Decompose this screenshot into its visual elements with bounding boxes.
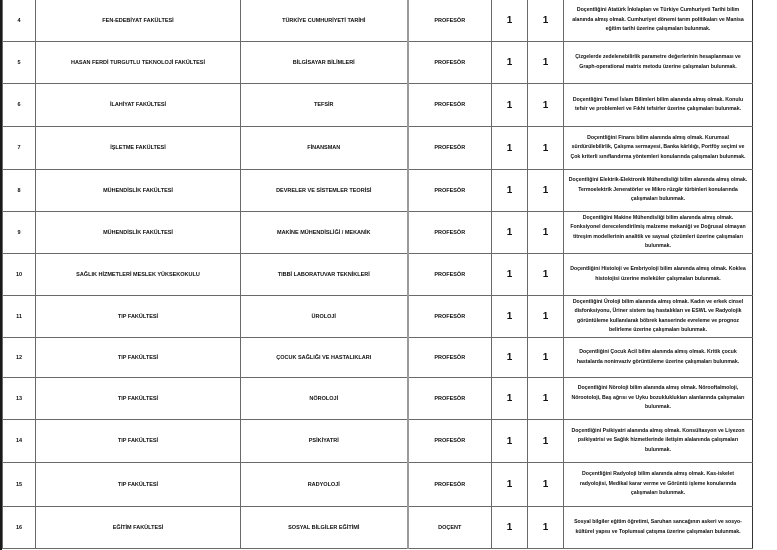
academic-title-cell: PROFESÖR: [408, 42, 492, 84]
academic-title-cell: PROFESÖR: [408, 463, 492, 507]
academic-title-cell: PROFESÖR: [408, 0, 492, 42]
description-cell: Doçentliğini Temel İslam Bilimleri bilim alanında almış olmak. Konulu tefsir ve problemleri ve Fıkhi tefsirler üzerine çalışmaları bulunmak.: [564, 84, 753, 127]
count-cell-2: 1: [528, 212, 564, 254]
row-number: 14: [3, 420, 36, 463]
description-cell: Çizgelerde zedelenebilirlik parametre değerlerinin hesaplanması ve Graph-operational matrix metodu üzerine çalışmaları bulunmak.: [564, 42, 753, 84]
department-cell: ÜROLOJİ: [241, 296, 408, 338]
count-cell-1: 1: [492, 338, 528, 378]
row-number: 9: [3, 212, 36, 254]
department-cell: TIBBİ LABORATUVAR TEKNİKLERİ: [241, 254, 408, 296]
academic-title-cell: DOÇENT: [408, 507, 492, 549]
table-row: [3, 254, 753, 296]
count-cell-1: 1: [492, 84, 528, 127]
count-cell-1: 1: [492, 296, 528, 338]
count-cell-2: 1: [528, 42, 564, 84]
count-cell-2: 1: [528, 170, 564, 212]
department-cell: PSİKİYATRİ: [241, 420, 408, 463]
faculty-cell: İŞLETME FAKÜLTESİ: [36, 127, 241, 170]
count-cell-2: 1: [528, 296, 564, 338]
description-cell: Doçentliğini Nöroloji bilim alanında almış olmak. Nörooftalmoloji, Nörootoloji, Baş ağrısı ve Uyku bozukluklukları alanlarında çalışmaları bulunmak.: [564, 378, 753, 420]
table-row: [3, 84, 753, 127]
department-cell: BİLGİSAYAR BİLİMLERİ: [241, 42, 408, 84]
count-cell-1: 1: [492, 127, 528, 170]
table-row: [3, 127, 753, 170]
count-cell-2: 1: [528, 84, 564, 127]
count-cell-1: 1: [492, 42, 528, 84]
description-cell: Doçentliğini Makine Mühendisliği bilim alanında almış olmak. Fonksiyonel derecelendirilmiş malzeme mekaniği ve Doğrusal olmayan titreşim modellerinin analitik ve sayısal çözümleri üzerine çalışmaları bulunmak.: [564, 212, 753, 254]
department-cell: TEFSİR: [241, 84, 408, 127]
row-number: 11: [3, 296, 36, 338]
description-cell: Sosyal bilgiler eğitim öğretimi, Saruhan sancağının askeri ve sosyo-kültürel yapısı ve Toplumsal çatışma üzerine çalışmaları bulunmak.: [564, 507, 753, 549]
table-row: [3, 507, 753, 549]
table-row: [3, 463, 753, 507]
department-cell: ÇOCUK SAĞLIĞI VE HASTALIKLARI: [241, 338, 408, 378]
table-row: [3, 338, 753, 378]
academic-title-cell: PROFESÖR: [408, 254, 492, 296]
academic-title-cell: PROFESÖR: [408, 84, 492, 127]
department-cell: TÜRKİYE CUMHURİYETİ TARİHİ: [241, 0, 408, 42]
count-cell-1: 1: [492, 378, 528, 420]
staff-position-table: [2, 0, 753, 549]
table-row: [3, 0, 753, 42]
count-cell-2: 1: [528, 0, 564, 42]
row-number: 8: [3, 170, 36, 212]
row-number: 5: [3, 42, 36, 84]
row-number: 7: [3, 127, 36, 170]
count-cell-1: 1: [492, 0, 528, 42]
count-cell-2: 1: [528, 254, 564, 296]
count-cell-1: 1: [492, 420, 528, 463]
academic-title-cell: PROFESÖR: [408, 127, 492, 170]
count-cell-2: 1: [528, 127, 564, 170]
faculty-cell: TIP FAKÜLTESİ: [36, 463, 241, 507]
faculty-cell: TIP FAKÜLTESİ: [36, 338, 241, 378]
faculty-cell: TIP FAKÜLTESİ: [36, 296, 241, 338]
description-cell: Doçentliğini Histoloji ve Embriyoloji bilim alanında almış olmak. Koklea histolojisi üzerine moleküler çalışmaları bulunmak.: [564, 254, 753, 296]
department-cell: SOSYAL BİLGİLER EĞİTİMİ: [241, 507, 408, 549]
row-number: 4: [3, 0, 36, 42]
row-number: 12: [3, 338, 36, 378]
count-cell-2: 1: [528, 463, 564, 507]
count-cell-1: 1: [492, 463, 528, 507]
academic-title-cell: PROFESÖR: [408, 420, 492, 463]
faculty-cell: TIP FAKÜLTESİ: [36, 378, 241, 420]
description-cell: Doçentliğini Radyoloji bilim alanında almış olmak. Kas-iskelet radyolojisi, Medikal karar verme ve Görüntü işleme konularında çalışmaları bulunmak.: [564, 463, 753, 507]
count-cell-1: 1: [492, 254, 528, 296]
academic-title-cell: PROFESÖR: [408, 170, 492, 212]
count-cell-2: 1: [528, 420, 564, 463]
academic-title-cell: PROFESÖR: [408, 378, 492, 420]
department-cell: MAKİNE MÜHENDİSLİĞİ / MEKANİK: [241, 212, 408, 254]
description-cell: Doçentliğini Üroloji bilim alanında almış olmak. Kadın ve erkek cinsel disfonksiyonu, Üriner sistem taş hastalıkları ve ESWL ve Radyolojik görüntüleme kullanılarak böbrek kanserinde evreleme ve prognoz belirleme üzerine çalışmaları bulunmak.: [564, 296, 753, 338]
count-cell-1: 1: [492, 212, 528, 254]
table-row: [3, 170, 753, 212]
department-cell: FİNANSMAN: [241, 127, 408, 170]
faculty-cell: TIP FAKÜLTESİ: [36, 420, 241, 463]
description-cell: Doçentliğini Atatürk İnkılapları ve Türkiye Cumhuriyeti Tarihi bilim alanında almış olmak. Cumhuriyet dönemi tarım politikaları ve Manisa eğitim tarihi üzerine çalışmaları bulunmak.: [564, 0, 753, 42]
description-cell: Doçentliğini Elektrik-Elektronik Mühendisliği bilim alanında almış olmak. Termoelektrik Jeneratörler ve Mikro rüzgâr türbinleri konularında çalışmaları bulunmak.: [564, 170, 753, 212]
faculty-cell: EĞİTİM FAKÜLTESİ: [36, 507, 241, 549]
department-cell: DEVRELER VE SİSTEMLER TEORİSİ: [241, 170, 408, 212]
count-cell-2: 1: [528, 507, 564, 549]
table-row: [3, 212, 753, 254]
table-body: [3, 0, 753, 549]
department-cell: NÖROLOJİ: [241, 378, 408, 420]
row-number: 10: [3, 254, 36, 296]
count-cell-2: 1: [528, 378, 564, 420]
faculty-cell: MÜHENDİSLİK FAKÜLTESİ: [36, 170, 241, 212]
academic-title-cell: PROFESÖR: [408, 338, 492, 378]
description-cell: Doçentliğini Çocuk Acil bilim alanında almış olmak. Kritik çocuk hastalarda noninvaziv görüntüleme üzerine çalışmaları bulunmak.: [564, 338, 753, 378]
row-number: 15: [3, 463, 36, 507]
count-cell-2: 1: [528, 338, 564, 378]
count-cell-1: 1: [492, 170, 528, 212]
faculty-cell: SAĞLIK HİZMETLERİ MESLEK YÜKSEKOKULU: [36, 254, 241, 296]
count-cell-1: 1: [492, 507, 528, 549]
table-row: [3, 378, 753, 420]
faculty-cell: İLAHİYAT FAKÜLTESİ: [36, 84, 241, 127]
academic-title-cell: PROFESÖR: [408, 296, 492, 338]
row-number: 13: [3, 378, 36, 420]
row-number: 16: [3, 507, 36, 549]
row-number: 6: [3, 84, 36, 127]
description-cell: Doçentliğini Psikiyatri alanında almış olmak. Konsültasyon ve Liyezon psikiyatrisi ve Sağlık hizmetlerinde iletişim alalanında çalışmaları bulunmak.: [564, 420, 753, 463]
table-row: [3, 420, 753, 463]
table-row: [3, 296, 753, 338]
faculty-cell: MÜHENDİSLİK FAKÜLTESİ: [36, 212, 241, 254]
description-cell: Doçentliğini Finans bilim alanında almış olmak. Kurumsal sürdürülebilirlik, Çalışma sermayesi, Banka kârlılığı, Portföy seçimi ve Çok kriterli sınıflandırma yöntemleri konularında çalışmaları bulunmak.: [564, 127, 753, 170]
academic-title-cell: PROFESÖR: [408, 212, 492, 254]
faculty-cell: HASAN FERDİ TURGUTLU TEKNOLOJİ FAKÜLTESİ: [36, 42, 241, 84]
table-row: [3, 42, 753, 84]
faculty-cell: FEN-EDEBİYAT FAKÜLTESİ: [36, 0, 241, 42]
department-cell: RADYOLOJİ: [241, 463, 408, 507]
